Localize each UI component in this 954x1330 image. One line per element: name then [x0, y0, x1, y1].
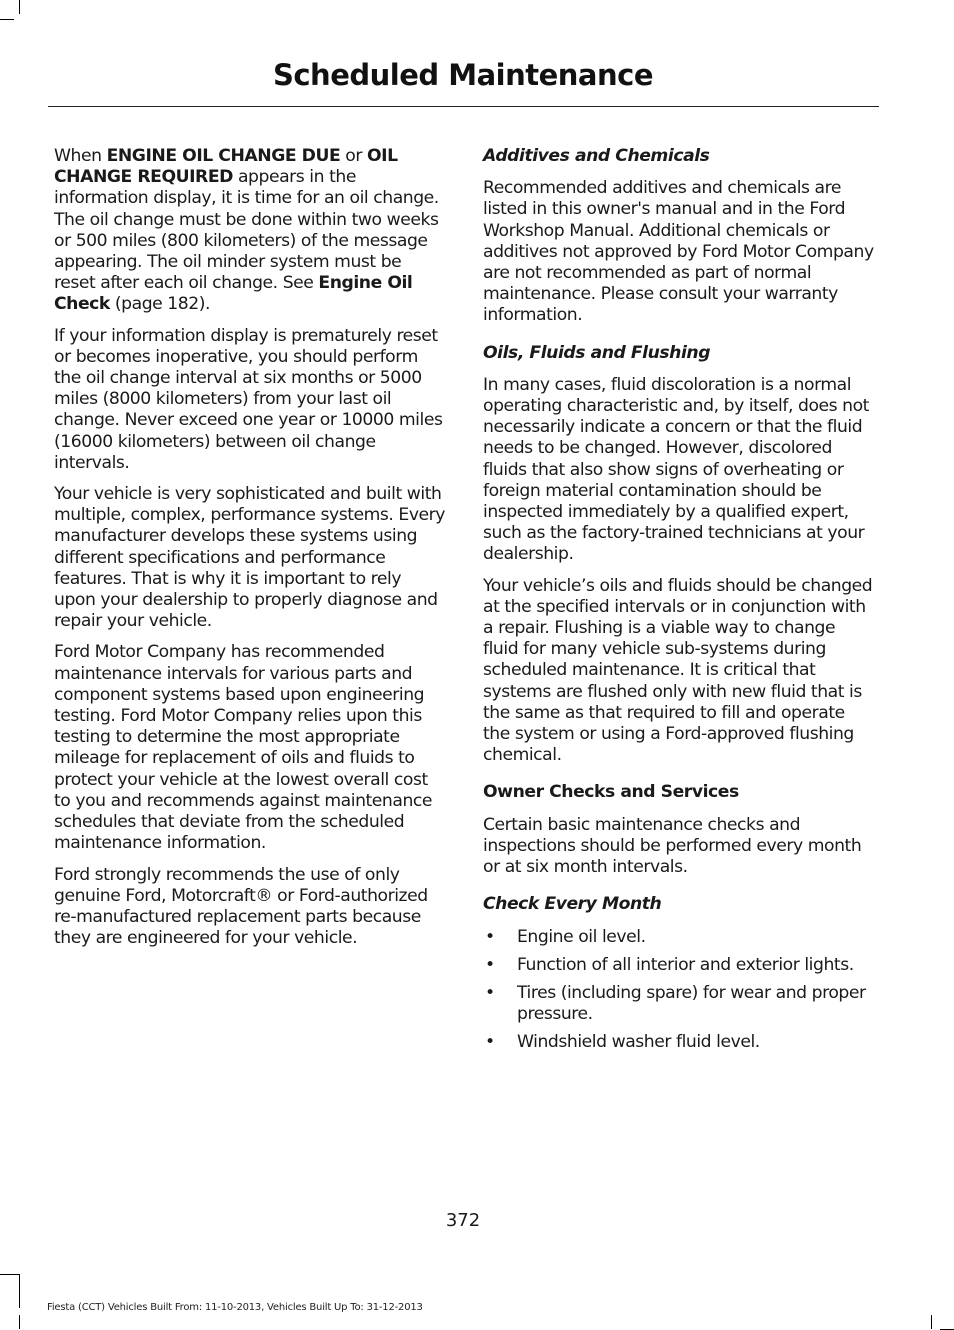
list-item	[483, 983, 875, 1025]
crop-mark	[19, 1315, 20, 1329]
list-item-text: Function of all interior and exterior lights.	[517, 954, 854, 975]
paragraph-flushing: Your vehicle’s oils and fluids should be changed at the specified intervals or in conjunction with a repair. Flushing is a viable way to change fluid for many vehicle sub-systems during scheduled maintenance. It is critical that systems are flushed only with new fluid that is the same as that required to fill and operate the system or using a Ford-approved flushing chemical.	[483, 575, 873, 766]
heading-oils-fluids-flushing: Oils, Fluids and Flushing	[483, 342, 711, 363]
paragraph-fluid-discoloration: In many cases, fluid discoloration is a normal operating characteristic and, by itself, does not necessarily indicate a concern or that the fluid needs to be changed. However, discolored fluids that also show signs of overheating or foreign material contamination should be inspected immediately by a qualified expert, such as the factory-trained technicians at your dealership.	[483, 374, 869, 565]
paragraph-owner-checks: Certain basic maintenance checks and inspections should be performed every month or at six month intervals.	[483, 814, 862, 878]
bullet-icon: •	[485, 1032, 495, 1053]
heading-owner-checks: Owner Checks and Services	[483, 782, 739, 803]
crop-mark	[19, 1274, 20, 1308]
page-number: 372	[445, 1210, 481, 1231]
list-item-text: Tires (including spare) for wear and proper pressure.	[517, 982, 866, 1025]
page-title: Scheduled Maintenance	[272, 58, 654, 92]
paragraph-maintenance-intervals: Ford Motor Company has recommended maintenance intervals for various parts and component systems based upon engineering testing. Ford Motor Company relies upon this testing to determine the most appropriate mileage for replacement of oils and fluids to protect your vehicle at the lowest overall cost to you and recommends against maintenance schedules that deviate from the scheduled maintenance information.	[54, 642, 433, 854]
text-span: (page 182).	[109, 294, 211, 315]
paragraph-additives: Recommended additives and chemicals are listed in this owner's manual and in the Ford Workshop Manual. Additional chemicals or additives not approved by Ford Motor Company are not recommended as part of normal maintenance. Please consult your warranty information.	[483, 178, 874, 326]
paragraph-display-reset: If your information display is prematurely reset or becomes inoperative, you should perform the oil change interval at six months or 5000 miles (8000 kilometers) from your last oil change. Never exceed one year or 10000 miles (16000 kilometers) between oil change intervals.	[54, 325, 443, 473]
text-span: appears in the information display, it is time for an oil change. The oil change must be done within two weeks or 500 miles (800 kilometers) of the message appearing. The oil minder system must be reset after each oil change. See	[54, 167, 439, 294]
list-item-text: Engine oil level.	[517, 926, 646, 947]
engine-oil-check-link[interactable]: Engine Oil Check	[54, 273, 413, 315]
right-column	[483, 146, 875, 1061]
crop-mark	[19, 0, 20, 14]
heading-check-every-month: Check Every Month	[483, 894, 662, 915]
heading-additives-chemicals: Additives and Chemicals	[483, 146, 710, 166]
list-item	[483, 927, 875, 948]
crop-mark	[931, 1315, 932, 1329]
text-span: When	[54, 146, 107, 166]
text-span: or	[340, 146, 368, 166]
footer-text: Fiesta (CCT) Vehicles Built From: 11-10-2013, Vehicles Built Up To: 31-12-2013	[47, 1302, 423, 1313]
monthly-check-list	[483, 927, 875, 1054]
left-column	[54, 146, 446, 959]
list-item-text: Windshield washer fluid level.	[517, 1032, 760, 1053]
list-item	[483, 955, 875, 976]
title-rule	[48, 106, 879, 107]
list-item	[483, 1032, 875, 1053]
crop-mark	[0, 1274, 19, 1275]
bullet-icon: •	[485, 954, 495, 975]
bullet-icon: •	[485, 926, 495, 947]
oil-change-paragraph	[54, 146, 446, 316]
bullet-icon: •	[485, 982, 495, 1003]
paragraph-genuine-parts: Ford strongly recommends the use of only genuine Ford, Motorcraft® or Ford-authorized re-manufactured replacement parts because they are engineered for your vehicle.	[54, 864, 428, 949]
oil-change-required-term: OIL CHANGE REQUIRED	[54, 146, 398, 188]
crop-mark	[0, 19, 14, 20]
engine-oil-change-due-term: ENGINE OIL CHANGE DUE	[106, 146, 341, 166]
paragraph-sophisticated-vehicle: Your vehicle is very sophisticated and built with multiple, complex, performance systems. Every manufacturer develops these systems using different specifications and performance features. That is why it is important to rely upon your dealership to properly diagnose and repair your vehicle.	[54, 484, 446, 632]
